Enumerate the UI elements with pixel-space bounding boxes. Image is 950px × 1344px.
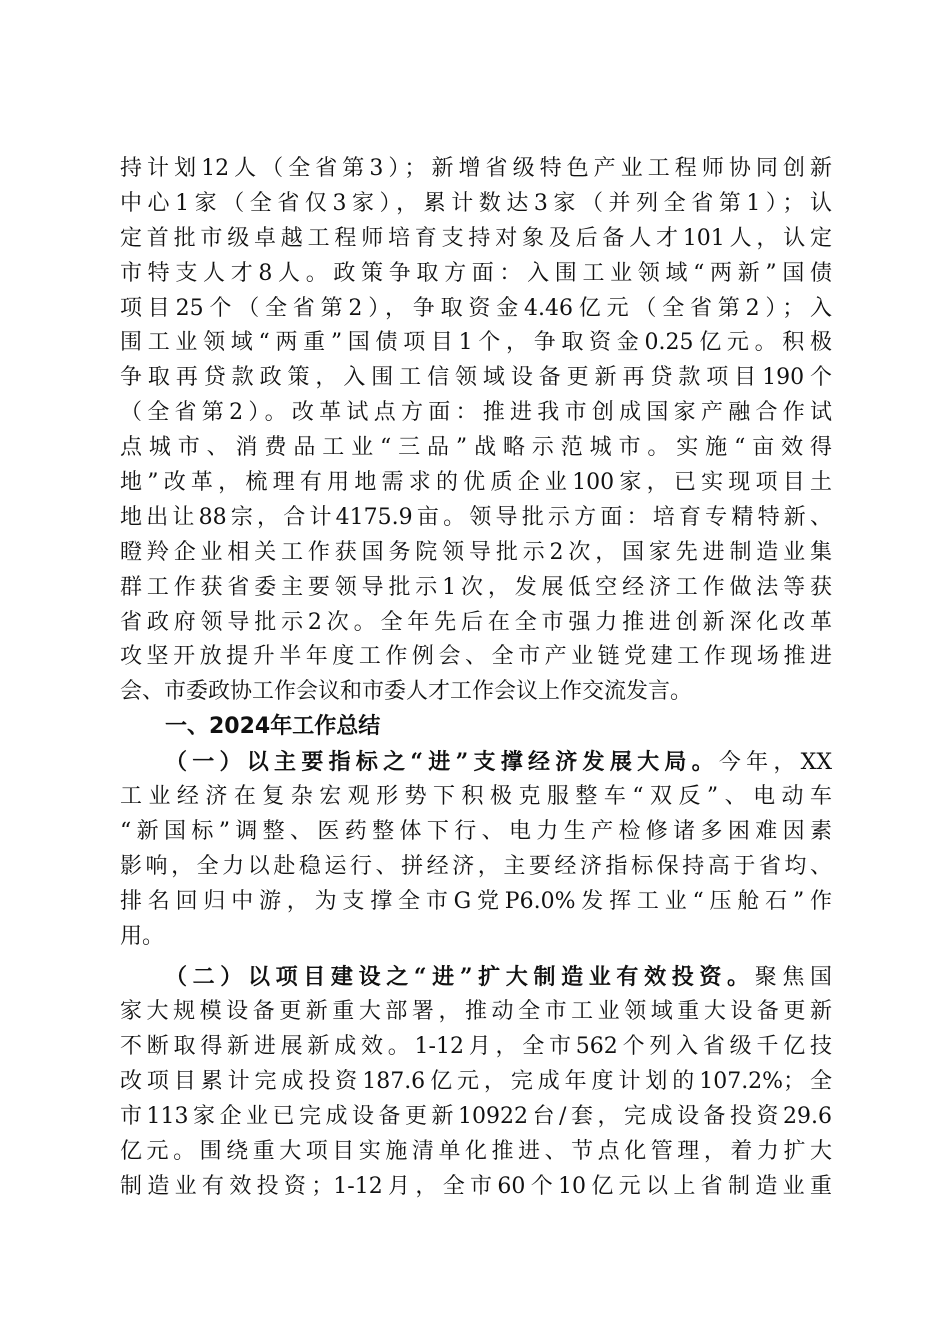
paragraph-line: （全省第2）。改革试点方面：推进我市创成国家产融合作试 (120, 400, 832, 426)
paragraph-line: 群工作获省委主要领导批示1次，发展低空经济工作做法等获 (120, 574, 832, 600)
paragraph-line: 用。 (120, 923, 165, 949)
paragraph-line: 点城市、消费品工业“三品”战略示范城市。实施“亩效得 (120, 435, 832, 461)
paragraph-line: 制造业有效投资；1-12月，全市60个10亿元以上省制造业重 (120, 1173, 832, 1199)
paragraph-line: 家大规模设备更新重大部署，推动全市工业领域重大设备更新 (120, 999, 832, 1025)
paragraph-text: 聚焦国 (754, 965, 832, 991)
paragraph-line: 定首批市级卓越工程师培育支持对象及后备人才101人，认定 (120, 225, 832, 251)
paragraph-line: 工业经济在复杂宏观形势下积极克服整车“双反”、电动车 (120, 784, 832, 810)
intro-paragraph (120, 152, 832, 710)
paragraph-line: “新国标”调整、医药整体下行、电力生产检修诸多困难因素 (120, 818, 832, 844)
paragraph-line: 省政府领导批示2次。全年先后在全市强力推进创新深化改革 (120, 609, 832, 635)
section-heading: 一、2024年工作总结 (165, 714, 381, 740)
paragraph-text: 今年，XX (718, 750, 832, 776)
paragraph-line: 持计划12人（全省第3）；新增省级特色产业工程师协同创新 (120, 156, 832, 181)
paragraph-line: 会、市委政协工作会议和市委人才工作会议上作交流发言。 (120, 679, 693, 705)
paragraph-line: 项目25个（全省第2），争取资金4.46亿元（全省第2）；入 (120, 295, 832, 321)
paragraph-line: 攻坚开放提升半年度工作例会、全市产业链党建工作现场推进 (120, 644, 832, 670)
paragraph-line: 中心1家（全省仅3家），累计数达3家（并列全省第1）；认 (120, 190, 832, 216)
paragraph-line: 市特支人才8人。政策争取方面：入围工业领域“两新”国债 (120, 260, 832, 286)
paragraph-line: 地”改革，梳理有用地需求的优质企业100家，已实现项目土 (120, 470, 832, 496)
paragraph-line: 亿元。围绕重大项目实施清单化推进、节点化管理，着力扩大 (120, 1138, 832, 1164)
paragraph-line: 不断取得新进展新成效。1-12月，全市562个列入省级千亿技 (120, 1034, 832, 1060)
paragraph-line: 围工业领域“两重”国债项目1个，争取资金0.25亿元。积极 (120, 330, 832, 356)
subsection-first-line (120, 960, 832, 995)
paragraph-line: 排名回归中游，为支撑全市G党P6.0%发挥工业“压舱石”作 (120, 888, 832, 914)
paragraph-line: 瞪羚企业相关工作获国务院领导批示2次，国家先进制造业集 (120, 539, 832, 565)
subsection-title: （一）以主要指标之“进”支撑经济发展大局。 (165, 749, 719, 776)
subsection-1 (120, 745, 832, 954)
subsection-2 (120, 960, 832, 1204)
subsection-first-line (120, 745, 832, 780)
paragraph-line: 争取再贷款政策，入围工信领域设备更新再贷款项目190个 (120, 365, 832, 391)
paragraph-line: 改项目累计完成投资187.6亿元，完成年度计划的107.2%；全 (120, 1069, 832, 1095)
paragraph-line: 影响，全力以赴稳运行、拼经济，主要经济指标保持高于省均、 (120, 853, 832, 879)
paragraph-line: 地出让88宗，合计4175.9亩。领导批示方面：培育专精特新、 (120, 504, 832, 530)
subsection-title: （二）以项目建设之“进”扩大制造业有效投资。 (165, 964, 755, 991)
document-body (120, 152, 832, 1205)
paragraph-line: 市113家企业已完成设备更新10922台/套，完成设备投资29.6 (120, 1104, 832, 1130)
